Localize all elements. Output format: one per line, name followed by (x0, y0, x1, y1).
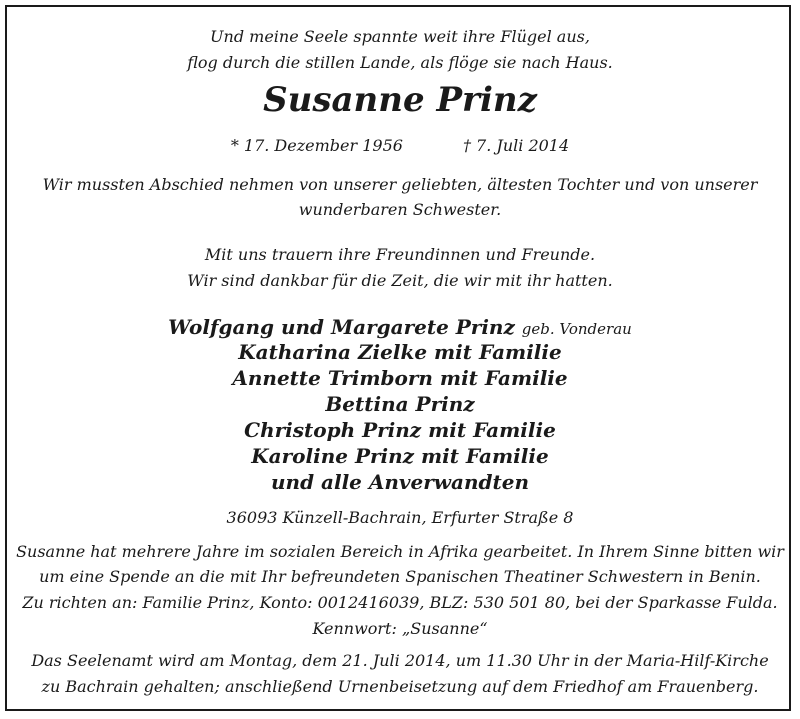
address: 36093 Künzell-Bachrain, Erfurter Straße 8 (226, 508, 574, 527)
mourning-line-2: Wir sind dankbar für die Zeit, die wir mit ihr hatten. (187, 271, 613, 290)
family-first (0, 315, 800, 341)
mourning-line-1: Mit uns trauern ihre Freundinnen und Freunde. (204, 245, 596, 264)
life-dates (0, 136, 800, 156)
service-line-1: Das Seelenamt wird am Montag, dem 21. Juli 2014, um 11.30 Uhr in der Maria-Hilf-Kirche (31, 651, 769, 670)
donation-keyword: Kennwort: „Susanne“ (312, 619, 488, 638)
service-line-2: zu Bachrain gehalten; anschließend Urnenbeisetzung auf dem Friedhof am Frauenberg. (41, 677, 759, 696)
poem-line-1: Und meine Seele spannte weit ihre Flügel aus, (210, 27, 590, 46)
farewell-line-2: wunderbaren Schwester. (298, 200, 502, 219)
family-member: und alle Anverwandten (270, 470, 530, 494)
donation-line-3: Zu richten an: Familie Prinz, Konto: 0012416039, BLZ: 530 501 80, bei der Sparkasse Fulda. (22, 593, 778, 612)
family-member: Karoline Prinz mit Familie (251, 444, 549, 468)
family-member: Annette Trimborn mit Familie (232, 366, 568, 390)
poem-line-2: flog durch die stillen Lande, als flöge sie nach Haus. (187, 53, 613, 72)
donation-line-2: um eine Spende an die mit Ihr befreundeten Spanischen Theatiner Schwestern in Benin. (39, 567, 761, 586)
family-member: Katharina Zielke mit Familie (238, 340, 562, 364)
deceased-name: Susanne Prinz (263, 80, 537, 120)
birth-date: * 17. Dezember 1956 (230, 136, 403, 155)
family-member: Bettina Prinz (325, 392, 475, 416)
donation-line-1: Susanne hat mehrere Jahre im sozialen Bereich in Afrika gearbeitet. In Ihrem Sinne bitten wir (16, 542, 784, 561)
family-member: Christoph Prinz mit Familie (244, 418, 556, 442)
death-date: † 7. Juli 2014 (462, 136, 570, 155)
farewell-line-1: Wir mussten Abschied nehmen von unserer geliebten, ältesten Tochter und von unserer (42, 175, 758, 194)
family-first-name: Wolfgang und Margarete Prinz (168, 315, 515, 339)
family-first-maiden-name: geb. Vonderau (521, 320, 632, 338)
